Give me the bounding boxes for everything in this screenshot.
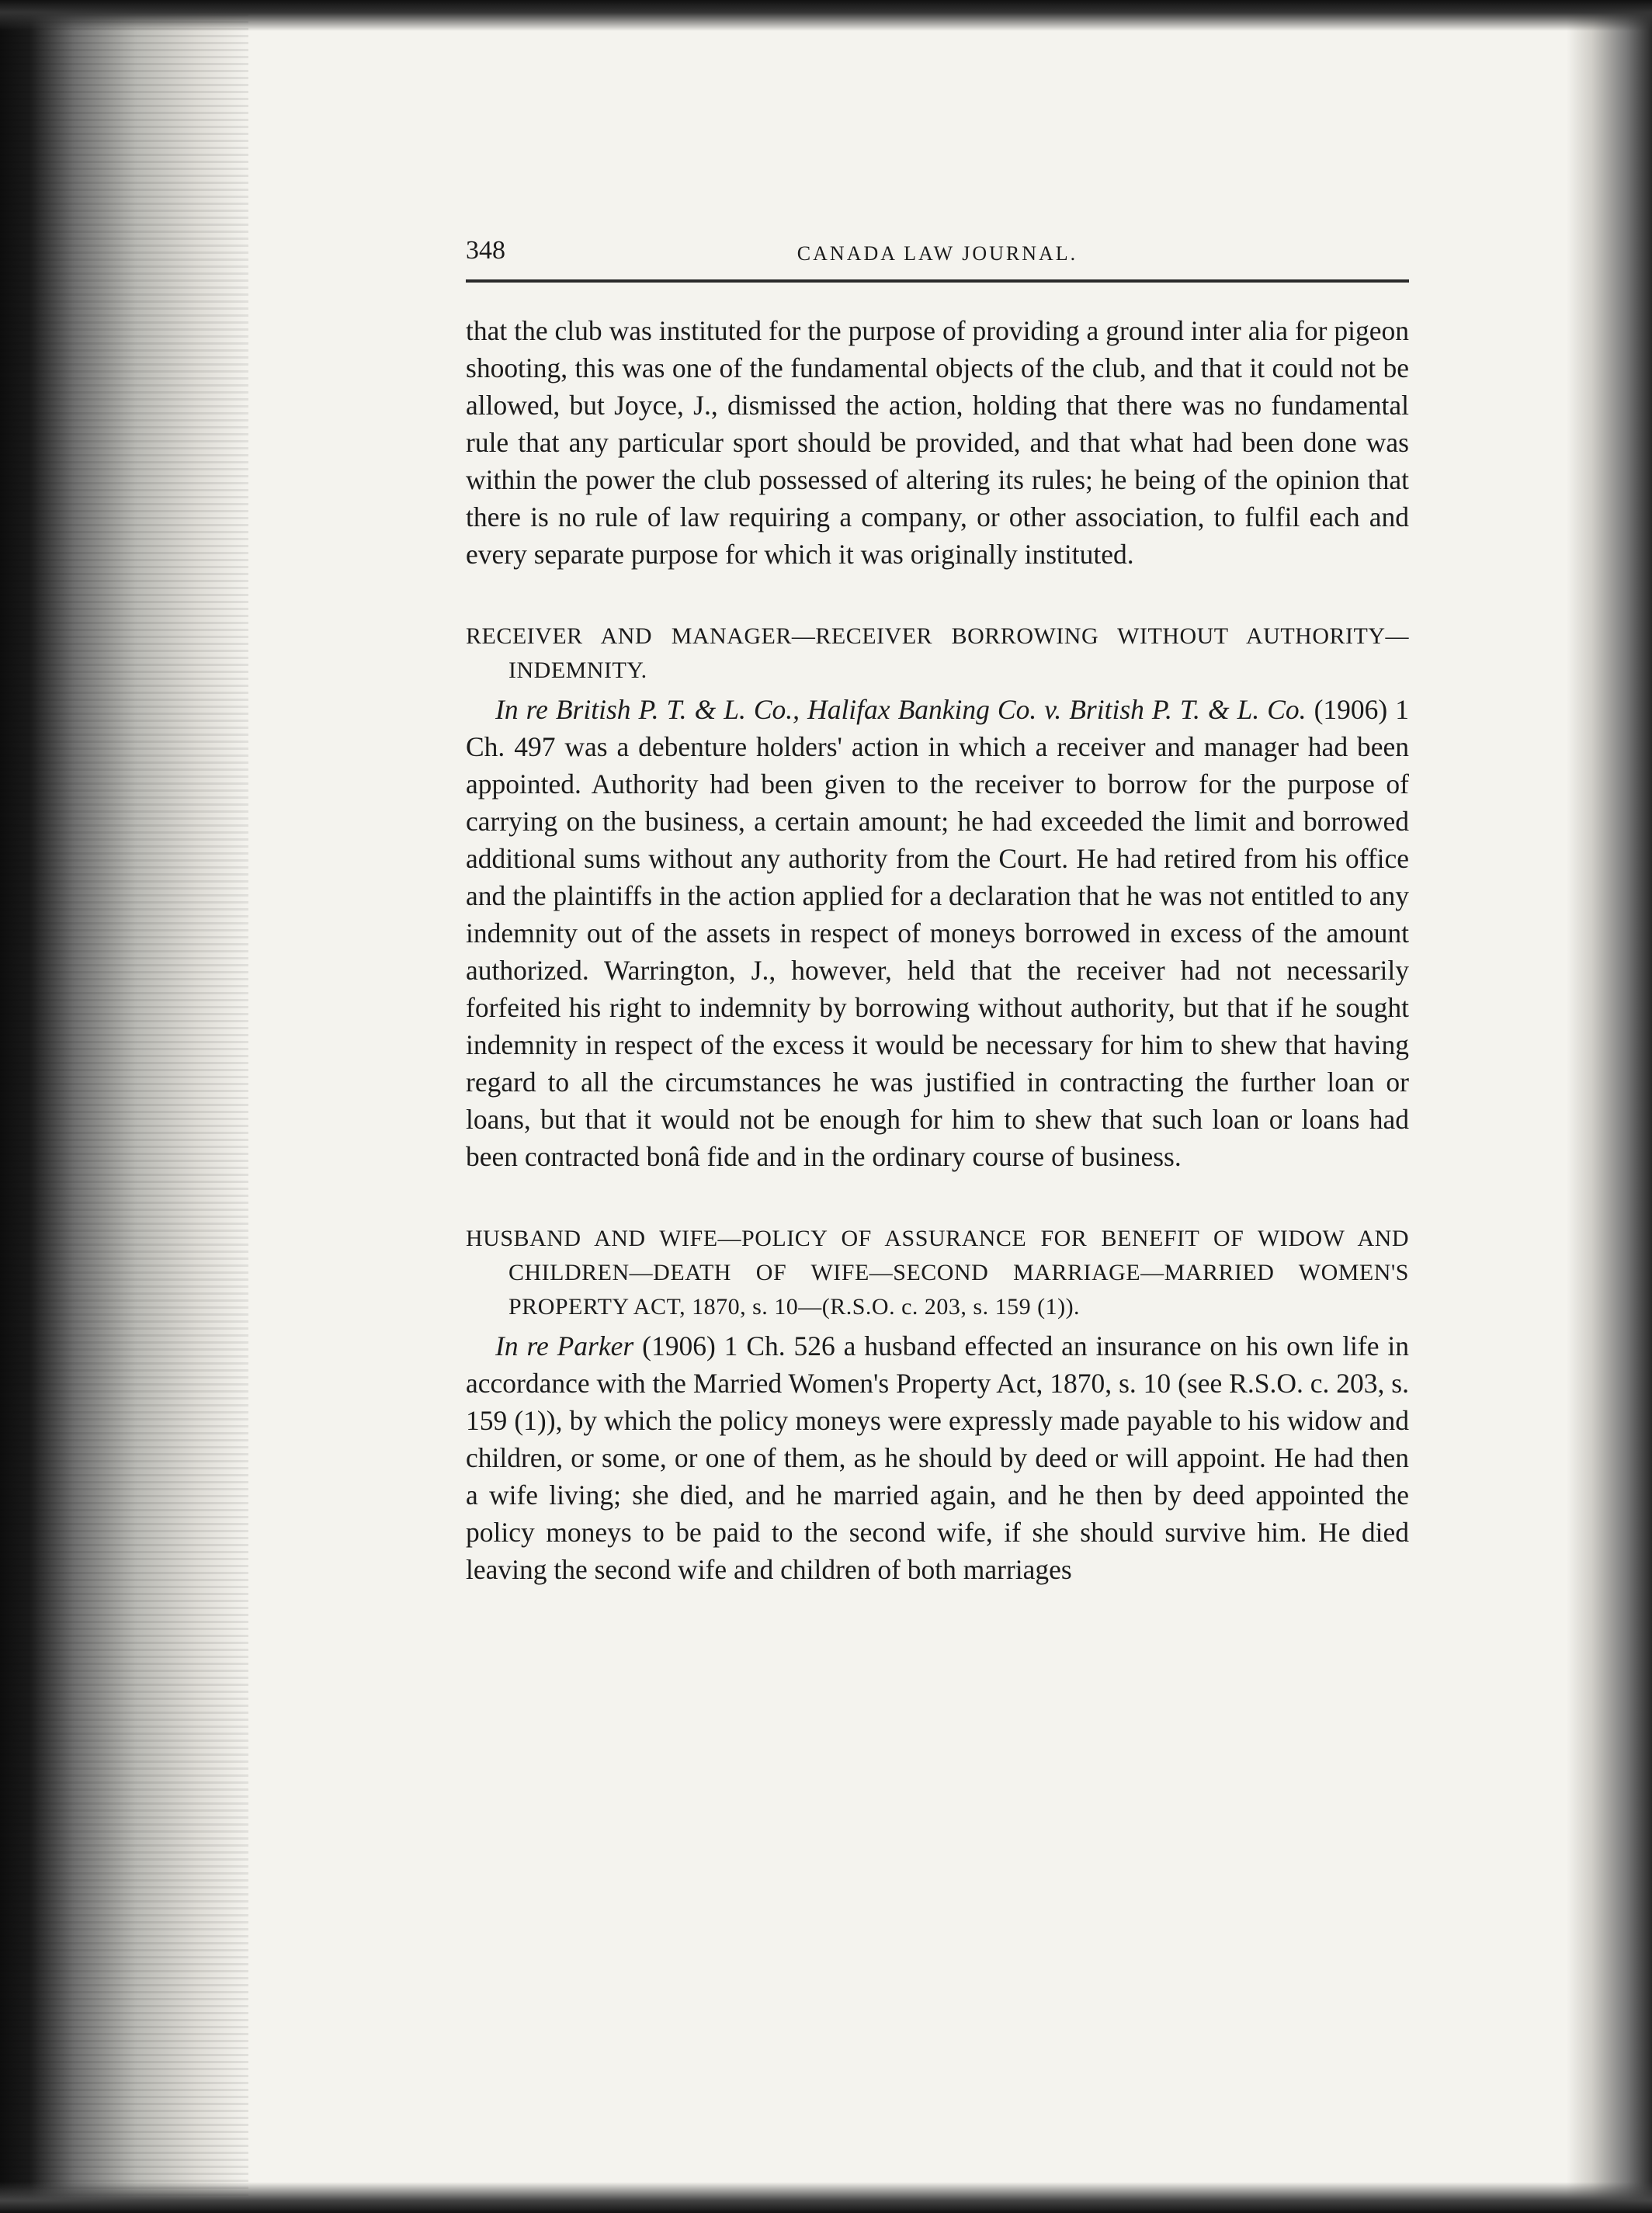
section-body-receiver <box>466 691 1409 1175</box>
page-edge-top <box>0 0 1652 31</box>
paragraph-continued: that the club was instituted for the purpose of providing a ground inter alia for pigeon shooting, this was one of the fundamental objects of the club, and that it could not be allowed, but Joyce, J., dismissed the action, holding that there was no fundamental rule that any particular sport should be provided, and that what had been done was within the power the club possessed of altering its rules; he being of the opinion that there is no rule of law requiring a company, or other association, to fulfil each and every separate purpose for which it was originally instituted. <box>466 315 1409 570</box>
running-head <box>466 233 1409 283</box>
section-heading-receiver: RECEIVER AND MANAGER—RECEIVER BORROWING WITHOUT AUTHORITY—INDEMNITY. <box>466 623 1409 683</box>
case-text-receiver: (1906) 1 Ch. 497 was a debenture holders' action in which a receiver and manager had been appointed. Authority had been given to the receiver to borrow for the purpose of carrying on the business, a certain amount; he had exceeded the limit and borrowed additional sums without any authority from the Court. He had retired from his office and the plaintiffs in the action applied for a declaration that he was not entitled to any indemnity out of the assets in respect of moneys borrowed in excess of the amount authorized. Warrington, J., however, held that the receiver had not necessarily forfeited his right to indemnity by borrowing without authority, but that if he sought indemnity in respect of the excess it would be necessary for him to shew that having regard to all the circumstances he was justified in contracting the further loan or loans, but that it would not be enough for him to shew that such loan or loans had been contracted bonâ fide and in the ordinary course of business. <box>466 694 1409 1172</box>
case-text-husband: (1906) 1 Ch. 526 a husband effected an insurance on his own life in accordance with the Married Women's Property Act, 1870, s. 10 (see R.S.O. c. 203, s. 159 (1)), by which the policy moneys were expressly made payable to his widow and children, or some, or one of them, as he should by deed or will appoint. He had then a wife living; she died, and he married again, and he then by deed appointed the policy moneys to be paid to the second wife, if she should survive him. He died leaving the second wife and children of both marriages <box>466 1330 1410 1585</box>
section-heading-husband: HUSBAND AND WIFE—POLICY OF ASSURANCE FOR BENEFIT OF WIDOW AND CHILDREN—DEATH OF WIFE—SECOND MARRIAGE—MARRIED WOMEN'S PROPERTY ACT, 1870, s. 10—(R.S.O. c. 203, s. 159 (1)). <box>466 1226 1409 1320</box>
page-edge-right <box>1567 0 1652 2213</box>
page-edge-bottom <box>0 2182 1652 2213</box>
page-number: 348 <box>466 236 505 265</box>
page-content <box>466 233 1409 1588</box>
journal-title: CANADA LAW JOURNAL. <box>796 242 1078 265</box>
binding-shadow-left <box>0 0 248 2213</box>
case-citation-husband: In re Parker <box>495 1330 634 1361</box>
section-body-husband <box>466 1327 1409 1588</box>
case-citation-receiver: In re British P. T. & L. Co., Halifax Banking Co. v. British P. T. & L. Co. <box>495 694 1307 725</box>
